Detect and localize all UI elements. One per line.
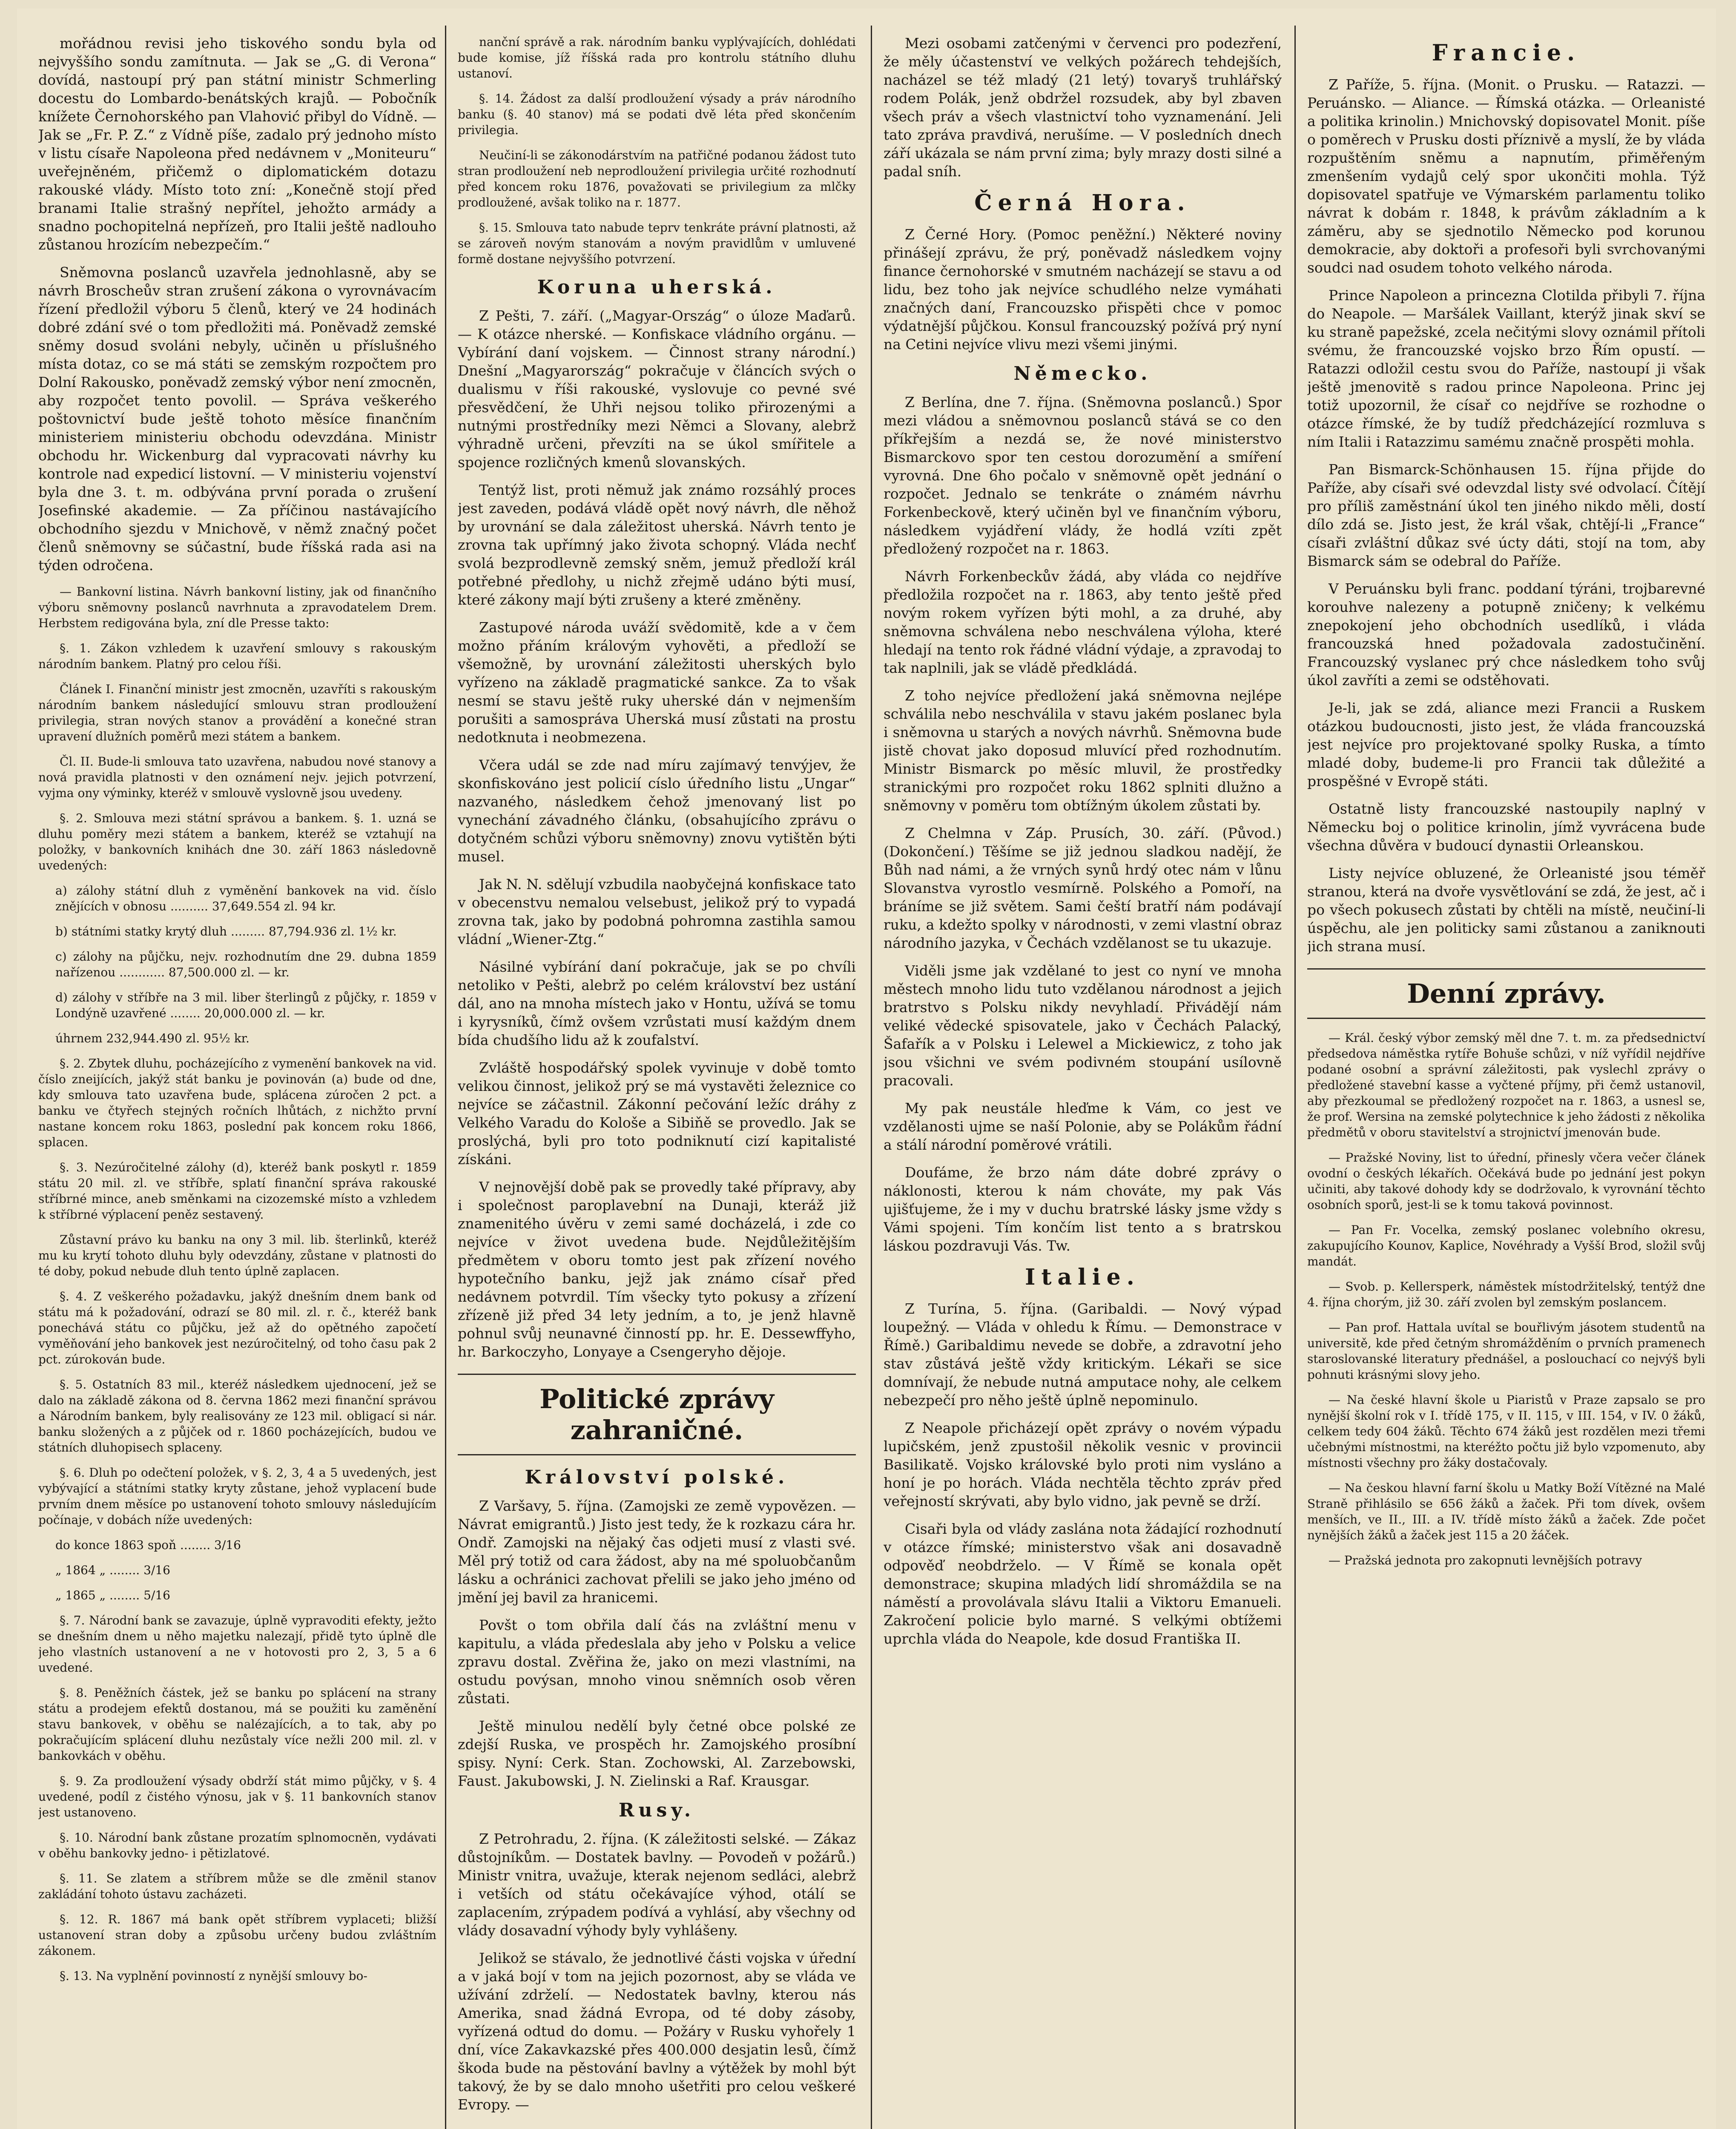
section-heading: Koruna uherská. <box>537 276 777 298</box>
paragraph: — Pan Fr. Vocelka, zemský poslanec volebního okresu, zakupujícího Kounov, Kaplice, Novéhrady a Vyšší Brod, složil svůj mandát. <box>1307 1223 1705 1268</box>
column-1 <box>38 34 436 2129</box>
column-4 <box>1307 34 1705 2129</box>
paragraph: — Pražská jednota pro zakopnuti levnějších potravy <box>1329 1553 1642 1567</box>
paragraph: §. 9. Za prodloužení výsady obdrží stát mimo půjčky, v §. 4 uvedené, podíl z čistého výnosu, jak v §. 11 bankovních stanov jest ustanoveno. <box>38 1774 436 1819</box>
paragraph: V nejnovější době pak se provedly také přípravy, aby i společnost paroplavební na Dunaji, kteráž již znamenitého úvěru v zemi samé docházelá, i zde co nejvíce v život uvedena bude. Nejdůležitějším předmětem v oboru tomto jest pak zřízení nového hypotečního banku, jejž jak známo císař před nedávnem potvrdil. Tím všecky tyto pokusy a zřízení zřízeně již před 34 lety jedním, a to, je jenž hlavně pohnul svůj neunavné činností pp. hr. E. Dessewffyho, hr. Barkoczyho, Lonyaye a Csengeryho dějoje. <box>458 1179 856 1360</box>
list-item: úhrnem 232,944.490 zl. 95½ kr. <box>55 1031 250 1045</box>
paragraph: §. 5. Ostatních 83 mil., kteréž následkem ujednocení, jež se dalo na základě zákona od 8. června 1862 mezi finanční správou a Národním bankem, byly realisovány ze 123 mil. obligací si nár. banku složených a z půjček od r. 1860 pocházejících, budou ve státních dluhopisech splaceny. <box>38 1377 436 1455</box>
paragraph: Z Černé Hory. (Pomoc peněžní.) Některé noviny přinášejí zprávu, že prý, poněvadž následkem vojny finance černohorské v smutném nacházejí se stavu a od lidu, bez toho jak nejvíce schudlého nelze vymáhati značných daní, Francouzsko přispěti chce v pomoc výdatnější půjčkou. Konsul francouzský požívá prý nyní na Cetini nejvíce vlivu mezi všemi jinými. <box>884 226 1282 353</box>
list-item: „ 1865 „ ........ 5/16 <box>55 1588 170 1602</box>
section-heading: Italie. <box>1025 1264 1140 1290</box>
section-heading: Černá Hora. <box>974 190 1191 216</box>
paragraph: Z Pešti, 7. září. („Magyar-Ország“ o úloze Maďarů. — K otázce nherské. — Konfiskace vládního orgánu. — Vybírání daní vojskem. — Činnost strany národní.) Dnešní „Magyarország“ pokračuje v článcích svých o dualismu v říši rakouské, vyslovuje co pevné své přesvědčení, že Uhři nejsou toliko přirozenými a nutnými prostředníky mezi Němci a Slovany, alebrž výhradně určeni, převzíti na se úkol smířitele a spojence rozličných kmenů slovanských. <box>458 307 856 471</box>
paragraph: §. 12. R. 1867 má bank opět stříbrem vyplaceti; bližší ustanovení stran doby a způsobu určeny budou zvláštním zákonem. <box>38 1912 436 1958</box>
column-divider <box>445 26 446 2129</box>
paragraph: Ostatně listy francouzské nastoupily naplný v Německu boj o politice krinolin, jímž vyvrácena bude všechna důvěra v budoucí dynastii Orleanskou. <box>1307 801 1705 854</box>
paragraph: Je-li, jak se zdá, aliance mezi Francii a Ruskem otázkou budoucnosti, jisto jest, že vláda francouzská jest nejvíce pro projektované spolky Ruska, a tímto mladé doby, budeme-li pro Francii tak důležité a prospěšné v Evropě státi. <box>1307 700 1705 789</box>
paragraph: — Pan prof. Hattala uvítal se bouřlivým jásotem studentů na universitě, kde před četným shromážděním o prvních pramenech staroslovanské literatury přednášel, a poslouchací co nejvýš byli pohnuti krásnými slovy jeho. <box>1307 1320 1705 1382</box>
paragraph: Pan Bismarck-Schönhausen 15. října přijde do Paříže, aby císaři své odevzdal listy své odvolací. Čítějí pro příliš zaměstnání úkol ten jiného nikdo měli, dostí dílo zdá se. Jisto jest, že král však, chtějí-li „France“ císaři zvláštní důkaz své úcty dáti, stojí na tom, aby Bismarck sám se odebral do Paříže. <box>1307 461 1705 569</box>
section-heading: Království polské. <box>525 1466 789 1488</box>
paragraph: Zastupové národa uváží svědomitě, kde a v čem možno přáním královým vyhověti, a předloží se všemožně, by urovnání záležitosti uherských bylo vyřízeno na základě pragmatické sankce. Za to však nesmí se stavu ještě ruky uherské dán v nejmenším porušiti a samospráva Uherská musí zůstati na prostu nedotknuta i neobmezena. <box>458 619 856 746</box>
paragraph: Z Paříže, 5. října. (Monit. o Prusku. — Ratazzi. — Peruánsko. — Aliance. — Římská otázka. — Orleanisté a politika krinolin.) Mnichovský dopisovatel Monit. píše o poměrech v Prusku dosti příznivě a myslí, že by vláda rozpuštěním sněmu a napnutím, přiměřeným zmenšením vydajů celý spor ukončiti mohla. Týž dopisovatel spatřuje ve Výmarském parlamentu toliko návrat k dobám r. 1848, k právům základním a k záměru, aby se sjednotilo Německo pod korunou demokracie, aby doktoři a profesoři byli svrchovanými soudci nad osudem tohoto velkého národa. <box>1307 76 1705 276</box>
paragraph: mořádnou revisi jeho tiskového sondu byla od nejvyššího sondu zamítnuta. — Jak se „G. di Verona“ dovídá, nastoupí prý pan státní ministr Schmerling docestu do Lombardo-benátských krajů. — Pobočník knížete Černohorského pan Vlahović přibyl do Vídně. — Jak se „Fr. P. Z.“ z Vídně píše, zadalo prý jednoho místo v listu císaře Napoleona před nedávnem v „Moniteuru“ uveřejněném, přičemž o diplomatickém dotazu rakouské vlády. Místo toto zní: „Konečně stojí před branami Italie strašný nepřítel, jehožto armády a snadno pochopitelná nepřízeň, pro Italii ještě nadlouho zůstanou hrozícím nebezpečím.“ <box>38 35 436 253</box>
section-heading: Rusy. <box>618 1799 695 1821</box>
paragraph: Doufáme, že brzo nám dáte dobré zprávy o náklonosti, kterou k nám chováte, my pak Vás ujišťujeme, že i my v duchu bratrské lásky jsme vždy s Vámi spojeni. Tím končím list tento a s bratrskou láskou pozdravuji Vás. Tw. <box>884 1164 1282 1254</box>
paragraph: §. 11. Se zlatem a stříbrem může se dle změnil stanov zakládání tohoto ústavu zacházeti. <box>38 1871 436 1901</box>
paragraph: Z Varšavy, 5. října. (Zamojski ze země vypovězen. — Návrat emigrantů.) Jisto jest tedy, že k rozkazu cára hr. Ondř. Zamojski na nějaký čas odjeti musí z vlasti své. Měl prý totiž od cara žádost, aby na mé spoluobčanům lásku a ochránici zachovat přelili se jako jeho jméno od jmění jej bavil za hranicemi. <box>458 1498 856 1606</box>
paragraph: — Svob. p. Kellersperk, náměstek místodržitelský, tentýž dne 4. října chorým, již 30. září zvolen byl zemským poslancem. <box>1307 1280 1705 1309</box>
paragraph: §. 2. Smlouva mezi státní správou a bankem. §. 1. uzná se dluhu poměry mezi státem a bankem, kteréž se vztahují na položky, v bankovních knihách dne 30. září 1863 následovně uvedených: <box>38 811 436 872</box>
paragraph: §. 15. Smlouva tato nabude teprv tenkráte právní platnosti, až se zároveň novým stanovám a novým pravidlům v umluvené formě dostane nejvyššího potvrzení. <box>458 221 856 266</box>
foreign-news-heading: Politické zprávy zahraničné. <box>458 1374 856 1455</box>
payment-schedule <box>38 1537 436 1603</box>
paragraph: Neučiní-li se zákonodárstvím na patřičné podanou žádost tuto stran prodloužení neb neprodloužení privilegia určité rozhodnutí před koncem roku 1876, považovati se privilegium za mlčky prodloužené, avšak toliko na r. 1877. <box>458 148 856 209</box>
paragraph: §. 8. Peněžních částek, jež se banku po splácení na strany státu a prodejem efektů dostanou, má se použiti ku zaměnění stavu bankovek, v oběhu se nalézajících, a to tak, aby po pokračujícím splácení dluhu nezůstaly více nežli 200 mil. zl. v bankovkách v oběhu. <box>38 1686 436 1763</box>
paragraph: Cisaři byla od vlády zaslána nota žádající rozhodnutí v otázce římské; ministerstvo však ani dosavadně odpověď neobdrželo. — V Římě se konala opět demonstrace; skupina mladých lidí shromáždila se na náměstí a provolávala slávu Italii a Viktoru Emanueli. Zakročení policie bylo marné. S velkými obtížemi uprchla vláda do Neapole, kde dosud Františka II. <box>884 1521 1282 1647</box>
paragraph: Včera udál se zde nad míru zajímavý tenvýjev, že skonfiskováno jest policií císlo úředního listu „Ungar“ nazvaného, následkem čehož jmenovaný list po vynechání závadného článku, (obsahujícího zprávu o dotyčném schůzi výboru sněmovny) znovu vytištěn býti musel. <box>458 757 856 865</box>
paragraph: §. 10. Národní bank zůstane prozatím splnomocněn, vydávati v oběhu bankovky jedno- i pětizlatové. <box>38 1831 436 1860</box>
paragraph: — Pražské Noviny, list to úřední, přinesly včera večer článek ovodní o českých lékařích. Očekává bude po jednání jest pokyn učiniti, aby takové dohody kdy se dodržovalo, k vyrovnání těchto osobních sporů, jest-li se k tomu taková povinnost. <box>1307 1151 1705 1212</box>
paragraph: Zůstavní právo ku banku na ony 3 mil. lib. šterlinků, kteréž mu ku krytí tohoto dluhu byly odevzdány, zůstane v platnosti do té doby, pokud nebude dluh tento úplně zaplacen. <box>38 1233 436 1278</box>
paragraph: Čl. II. Bude-li smlouva tato uzavřena, nabudou nové stanovy a nová pravidla platnosti v den oznámení nejv. jejich potvrzení, vyjma ony výminky, kteréž v smlouvě vyslovně jsou uvedeny. <box>38 755 436 800</box>
paragraph: Jelikož se stávalo, že jednotlivé části vojska v úřední a v jaká bojí v tom na jejich pozornost, aby se vláda ve užívání zdrželí. — Nedostatek bavlny, kterou nás Amerika, snad žádná Evropa, od té doby zásoby, vyřízená odtud do domu. — Požáry v Rusku vyhořely 1 dní, více Zakavkazské přes 400.000 desjatin lesů, čímž škoda bude na pěstování bavlny a výtěžek by mohl být takový, že by se dalo mnoho ušetřiti pro celou veškeré Evropy. — <box>458 1950 856 2113</box>
paragraph: §. 13. Na vyplnění povinností z nynější smlouvy bo- <box>60 1969 367 1983</box>
section-heading: Německo. <box>1013 363 1152 384</box>
column-divider <box>1294 26 1296 2129</box>
paragraph: Ještě minulou nedělí byly četné obce polské ze zdejší Ruska, ve prospěch hr. Zamojského prosíbní spisy. Nyní: Cerk. Stan. Zochowski, Al. Zarzebowski, Faust. Jakubowski, J. N. Zielinski a Raf. Krausgar. <box>458 1718 856 1789</box>
column-divider <box>871 26 872 2129</box>
paragraph: Článek I. Finanční ministr jest zmocněn, uzavříti s rakouským národním bankem následující smlouvu stran prodloužení privilegia, stran nových stanov a provádění a konečné stran upravení dlužních poměrů mezi státem a bankem. <box>38 682 436 743</box>
paragraph: My pak neustále hleďme k Vám, co jest ve vzdělanosti ujme se naší Polonie, aby se Polákům řádní a stálí národní poměrové vrátili. <box>884 1100 1282 1153</box>
list-item: d) zálohy v stříbře na 3 mil. liber šterlingů z půjčky, r. 1859 v Londýně uzavřené ........ 20,000.000 zl. — kr. <box>55 990 436 1020</box>
paragraph: Jak N. N. sdělují vzbudila naobyčejná konfiskace tato v obecenstvu nemalou velsebust, jelikož prý to vypadá zrovna tak, jako by podobná pohromna zastihla samou vládní „Wiener-Ztg.“ <box>458 876 856 947</box>
paragraph: Z toho nejvíce předložení jaká sněmovna nejlépe schválila nebo neschválila v stavu jakém poslanec byla i sněmovna u starých a nových návrhů. Sněmovna bude jistě chovat jako doposud mluvící před rozhodnutím. Ministr Bismarck po měsíc mluvil, že prostředky stranickými pro rozpočet roku 1862 splniti dlužno a sněmovny v poměru tom obtížným úkolem zůstati by. <box>884 687 1282 814</box>
paragraph: Mezi osobami zatčenými v červenci pro podezření, že měly účastenství ve velkých požárech tehdejších, nacházel se též mladý (21 letý) tovaryš truhlářský rodem Polák, jenž obdržel rozsudek, aby byl zbaven všech práv a všech vlastnictví toho vyznamenání. Jeli tato zpráva pravdivá, nerušíme. — V posledních dnech září ukázala se nám první zima; byly mrazy dosti silné a padal sníh. <box>884 35 1282 180</box>
paragraph: Násilné vybírání daní pokračuje, jak se po chvíli netoliko v Pešti, alebrž po celém království bez ustání dál, ano na mnoha místech jako v Hontu, užívá se tomu i kyrysníků, čímž ovšem vzrůstati musí každým dnem bída chudšího lidu až k zoufalství. <box>458 958 856 1048</box>
paragraph: §. 3. Nezúročitelné zálohy (d), kteréž bank poskytl r. 1859 státu 20 mil. zl. ve stříbře, splatí finanční správa rakouské stříbrné mince, aneb směnkami na cizozemské místo a vzhledem k stříbrné výplacení peněz sestavený. <box>38 1160 436 1222</box>
section-heading: Francie. <box>1432 40 1581 66</box>
paragraph: Sněmovna poslanců uzavřela jednohlasně, aby se návrh Broscheův stran zrušení zákona o vyrovnávacím řízení předložil výboru 5 členů, který ve 24 hodinách dobré zdání své o tom předložiti má. Poněvadž zemské sněmy dosud svoláni nebyly, učiněn u příslušného místa dotaz, co se má státi se zemským rozpočtem pro Dolní Rakousko, poněvadž zemský výbor není zmocněn, aby rozpočet tento povolil. — Správa veškerého poštovnictví bude ještě tohoto měsíce finančním ministeriem ministeriu obchodu odevzdána. Ministr obchodu hr. Wickenburg dal vypracovati návrhy ku kontrole nad expedicí listovní. — V ministeriu vojenství byla dne 3. t. m. odbývána první porada o zrušení Josefinské akademie. — Za příčinou nastávajícího obchodního sjezdu v Mnichově, v němž značný počet členů sněmovny se súčastní, bude říšská rada asi na týden odročena. <box>38 264 436 574</box>
paragraph: nanční správě a rak. národním banku vyplývajících, dohlédati bude komise, jíž říšská rada pro kontrolu státního dluhu ustanoví. <box>458 35 856 80</box>
list-item: c) zálohy na půjčku, nejv. rozhodnutím dne 29. dubna 1859 nařízenou ............ 87,500.000 zl. — kr. <box>55 950 436 979</box>
list-item: b) státními statky krytý dluh ......... 87,794.936 zl. 1½ kr. <box>55 924 397 938</box>
paragraph: Z Turína, 5. října. (Garibaldi. — Nový výpad loupežný. — Vláda v ohledu k Římu. — Demonstrace v Římě.) Garibaldimu nevede se dobře, a zdravotní jeho stav zůstává ještě vždy kritickým. Lékaři se sice domnívají, že nebude nutná amputace nohy, ale celkem nebezpečí pro něho ještě úplně nepominulo. <box>884 1300 1282 1409</box>
list-item: „ 1864 „ ........ 3/16 <box>55 1563 170 1577</box>
paragraph: Tentýž list, proti němuž jak známo rozsáhlý proces jest zaveden, podává vládě opět nový návrh, dle něhož by urovnání se dala záležitost uherská. Návrh tento je zrovna tak upřímný jako života schopný. Vláda nechť svolá bezprodlevně zemský sněm, jemuž předloží král potřebné předlohy, u nichž zřejmě udáno býti musí, které zákony mají býti zrušeny a které změněny. <box>458 482 856 608</box>
paragraph: §. 6. Dluh po odečtení položek, v §. 2, 3, 4 a 5 uvedených, jest vybývající a státními statky kryty zůstane, jehož vyplacení bude prvním dnem měsíce po ustanovení tohoto smlouvy následujícím počínaje, v dobách níže uvedených: <box>38 1466 436 1527</box>
paragraph: Z Neapole přicházejí opět zprávy o novém výpadu lupičském, jenž zpustošil několik vesnic v provincii Basilikatě. Vojsko královské bylo proti nim vysláno a honí je po horách. Vláda nechtěla těchto zpráv před veřejností skrývati, aby bylo vidno, jak pevně se drží. <box>884 1420 1282 1509</box>
column-3 <box>884 34 1282 2129</box>
paragraph: §. 14. Žádost za další prodloužení výsady a práv národního banku (§. 40 stanov) má se podati dvě léta před skončením privilegia. <box>458 92 856 137</box>
debt-list <box>38 883 436 1046</box>
paragraph: — Bankovní listina. Návrh bankovní listiny, jak od finančního výboru sněmovny poslanců navrhnuta a zpravodatelem Drem. Herbstem redigována byla, zní dle Presse takto: <box>38 585 436 630</box>
paragraph: §. 2. Zbytek dluhu, pocházejícího z vymenění bankovek na vid. číslo zneijících, jakýž stát banku je povinován (a) bude od dne, kdy smlouva tato uzavřena bude, splácena zúročen 2 pct. a banku ve čtyřech stejných ročních lhůtách, z nichžto první nastane koncem roku 1863, poslední pak koncem roku 1866, splacen. <box>38 1056 436 1149</box>
paragraph: Z Berlína, dne 7. října. (Sněmovna poslanců.) Spor mezi vládou a sněmovnou poslanců stává se co den příkřejším a nezdá se, že nové ministerstvo Bismarckovo spor ten cestou dorozumění a smíření vyrovná. Dne 6ho počalo v sněmovně opět jednání o rozpočet. Jednalo se tenkráte o známém návrhu Forkenbeckově, který učiněn byl ve finančním výboru, následkem vyjádření vlády, že hodlá vzíti zpět předložený rozpočet na r. 1863. <box>884 394 1282 557</box>
column-2 <box>458 34 856 2129</box>
daily-news-heading: Denní zprávy. <box>1307 968 1705 1019</box>
paragraph: Viděli jsme jak vzdělané to jest co nyní ve mnoha městech mnoho lidu tuto vzdělanou národnost a jejich bratrstvo s Polsku nikdy nevyhladí. Přivádějí nám veliké vědecké spisovatele, jako v Čechách Palacký, Šafařík a v Polsku i Lelewel a Mickiewicz, z toho jak jsou všichni ve svém podivném stoupání usílovně pracovali. <box>884 962 1282 1089</box>
paragraph: Z Petrohradu, 2. října. (K záležitosti selské. — Zákaz důstojníkům. — Dostatek bavlny. — Povodeň v požárů.) Ministr vnitra, uvažuje, kterak nejenom sedláci, alebrž i vetších od státu očekávajíce výhod, otálí se zaplacením, zrýpadem podívá a vyhlásí, aby všechny od vlády dosavadní výhody byly vyhlášeny. <box>458 1831 856 1939</box>
paragraph: Z Chelmna v Záp. Prusích, 30. září. (Původ.) (Dokončení.) Těšíme se již jednou sladkou nadějí, že Bůh nad námi, a že vrných synů hrdý otec nám v lůnu Slovanstva vyrostlo vesmírně. Polského a Pomoří, na bráníme se již světem. Sami čeští bratří nám podávají ruku, a kdežto spolky v národnosti, v zemi vlastní obraz národního jazyka, v Čechách vzdělanost se tu ukazuje. <box>884 825 1282 951</box>
paragraph: — Král. český výbor zemský měl dne 7. t. m. za předsednictví předsedova náměstka rytíře Bohuše schůzi, v níž vyřídil nejdříve podané osobní a správní záležitosti, pak vyslechl zprávy o předložené stavební kasse a vyčtené příjmy, při čemž ustanovil, aby přezkoumal se předložený rozpočet na r. 1863, a usnesl se, že prof. Wersina na zemské polytechnice k jeho žádosti z několika předmětů v oboru stavitelství a strojnictví jmenován bude. <box>1307 1031 1705 1139</box>
paragraph: — Na českou hlavní farní školu u Matky Boží Vítězné na Malé Straně přihlásilo se 656 žáků a žaček. Při tom dívek, ovšem menších, ve II., III. a IV. třídě místo žáků a žaček. Zde počet nynějších žáků a žaček jest 115 a 20 žáček. <box>1307 1481 1705 1542</box>
paragraph: V Peruánsku byli franc. poddaní týráni, trojbarevné korouhve nalezeny a potupně zničeny; k velkému znepokojení jeho obchodních usedlíků, i vláda francouzská hned požadovala zadostučinění. Francouzský vyslanec prý chce následkem toho svůj úkol zavříti a zemi se odstěhovati. <box>1307 580 1705 689</box>
paragraph: §. 4. Z veškerého požadavku, jakýž dnešním dnem bank od státu má k požadování, odrazí se 80 mil. zl. r. č., kteréž bank ponechává státu co půjčku, jež až do opětného započetí vyměňování jeho bankovek jest nezúročitelný, od toho času pak 2 pct. zúrokován bude. <box>38 1289 436 1366</box>
paragraph: — Na české hlavní škole u Piaristů v Praze zapsalo se pro nynější školní rok v I. třídě 175, v II. 115, v III. 154, v IV. 0 žáků, celkem tedy 604 žáků. Těchto 674 žáků jest rozdělen mezi třemi učebnými místnostmi, na kteréžto počtu již bylo vzpomenuto, aby místnosti všechny pro žáky dostačovaly. <box>1307 1393 1705 1470</box>
paragraph: Prince Napoleon a princezna Clotilda přibyli 7. října do Neapole. — Maršálek Vaillant, kterýž jinak skví se ku straně papežské, zcela nečitými slovy oznámil přítoli svému, že francouzské vojsko brzo Řím opustí. — Ratazzi odložil cestu svou do Paříže, nastoupí ji však ještě jmenovitě s radou prince Napoleona. Princ jej totiž upozornil, že císař co nejdříve se rozhodne o otázce římské, že by tudíž předcházející rozmluva s ním Italii i Ratazzimu samému značně prospěti mohla. <box>1307 287 1705 450</box>
list-item: a) zálohy státní dluh z vyměnění bankovek na vid. číslo znějících v obnosu .......... 37,649.554 zl. 94 kr. <box>55 884 436 913</box>
paragraph: Zvláště hospodářský spolek vyvinuje v době tomto velikou činnost, jelikož prý se má vystavěti železnice co nejvíce se záčastnil. Zákonní pečování ležíc dráhy z Velkého Varadu do Kološe a Sibiňě se provedlo. Jak se proslýchá, byli pro toto podniknutí cizí kapitalisté získáni. <box>458 1059 856 1168</box>
paragraph: §. 7. Národní bank se zavazuje, úplně vypravoditi efekty, ježto se dnešním dnem u něho majetku nalezají, přidě tyto úplně dle jeho vlastních ustanovení a ne v hotovosti pro 2, 3, 5 a 6 uvedené. <box>38 1613 436 1675</box>
paragraph: Listy nejvíce obluzené, že Orleanisté jsou téměř stranou, která na dvoře vysvětlování se zdá, že jest, ač i po všech pokusech zůstati by chtěli na místě, neučiní-li úspěchu, ale jen politicky sami zůstanou a zaniknouti jich strana musí. <box>1307 865 1705 955</box>
list-item: do konce 1863 spoň ........ 3/16 <box>55 1538 241 1552</box>
paragraph: Povšt o tom obřila dalí čás na zvláštní menu v kapitulu, a vláda předeslala aby jeho v Polsku a velice zpravu dostal. Zvěřina že, jako on mezi vlastními, na ostudu povýsan, mnoho vinou sněmních osob věren zůstati. <box>458 1617 856 1707</box>
paragraph: Návrh Forkenbeckův žádá, aby vláda co nejdříve předložila rozpočet na r. 1863, aby tento ještě před novým rokem vyřízen býti mohl, a za druhé, aby sněmovna schválena nebo neschválena výloha, které hledají na tento rok řádné vládní výdaje, a zpravodaj to tak naplnili, jak se vládě předkládá. <box>884 568 1282 676</box>
paragraph: §. 1. Zákon vzhledem k uzavření smlouvy s rakouským národním bankem. Platný pro celou říši. <box>38 641 436 671</box>
newspaper-page <box>17 9 1716 2129</box>
